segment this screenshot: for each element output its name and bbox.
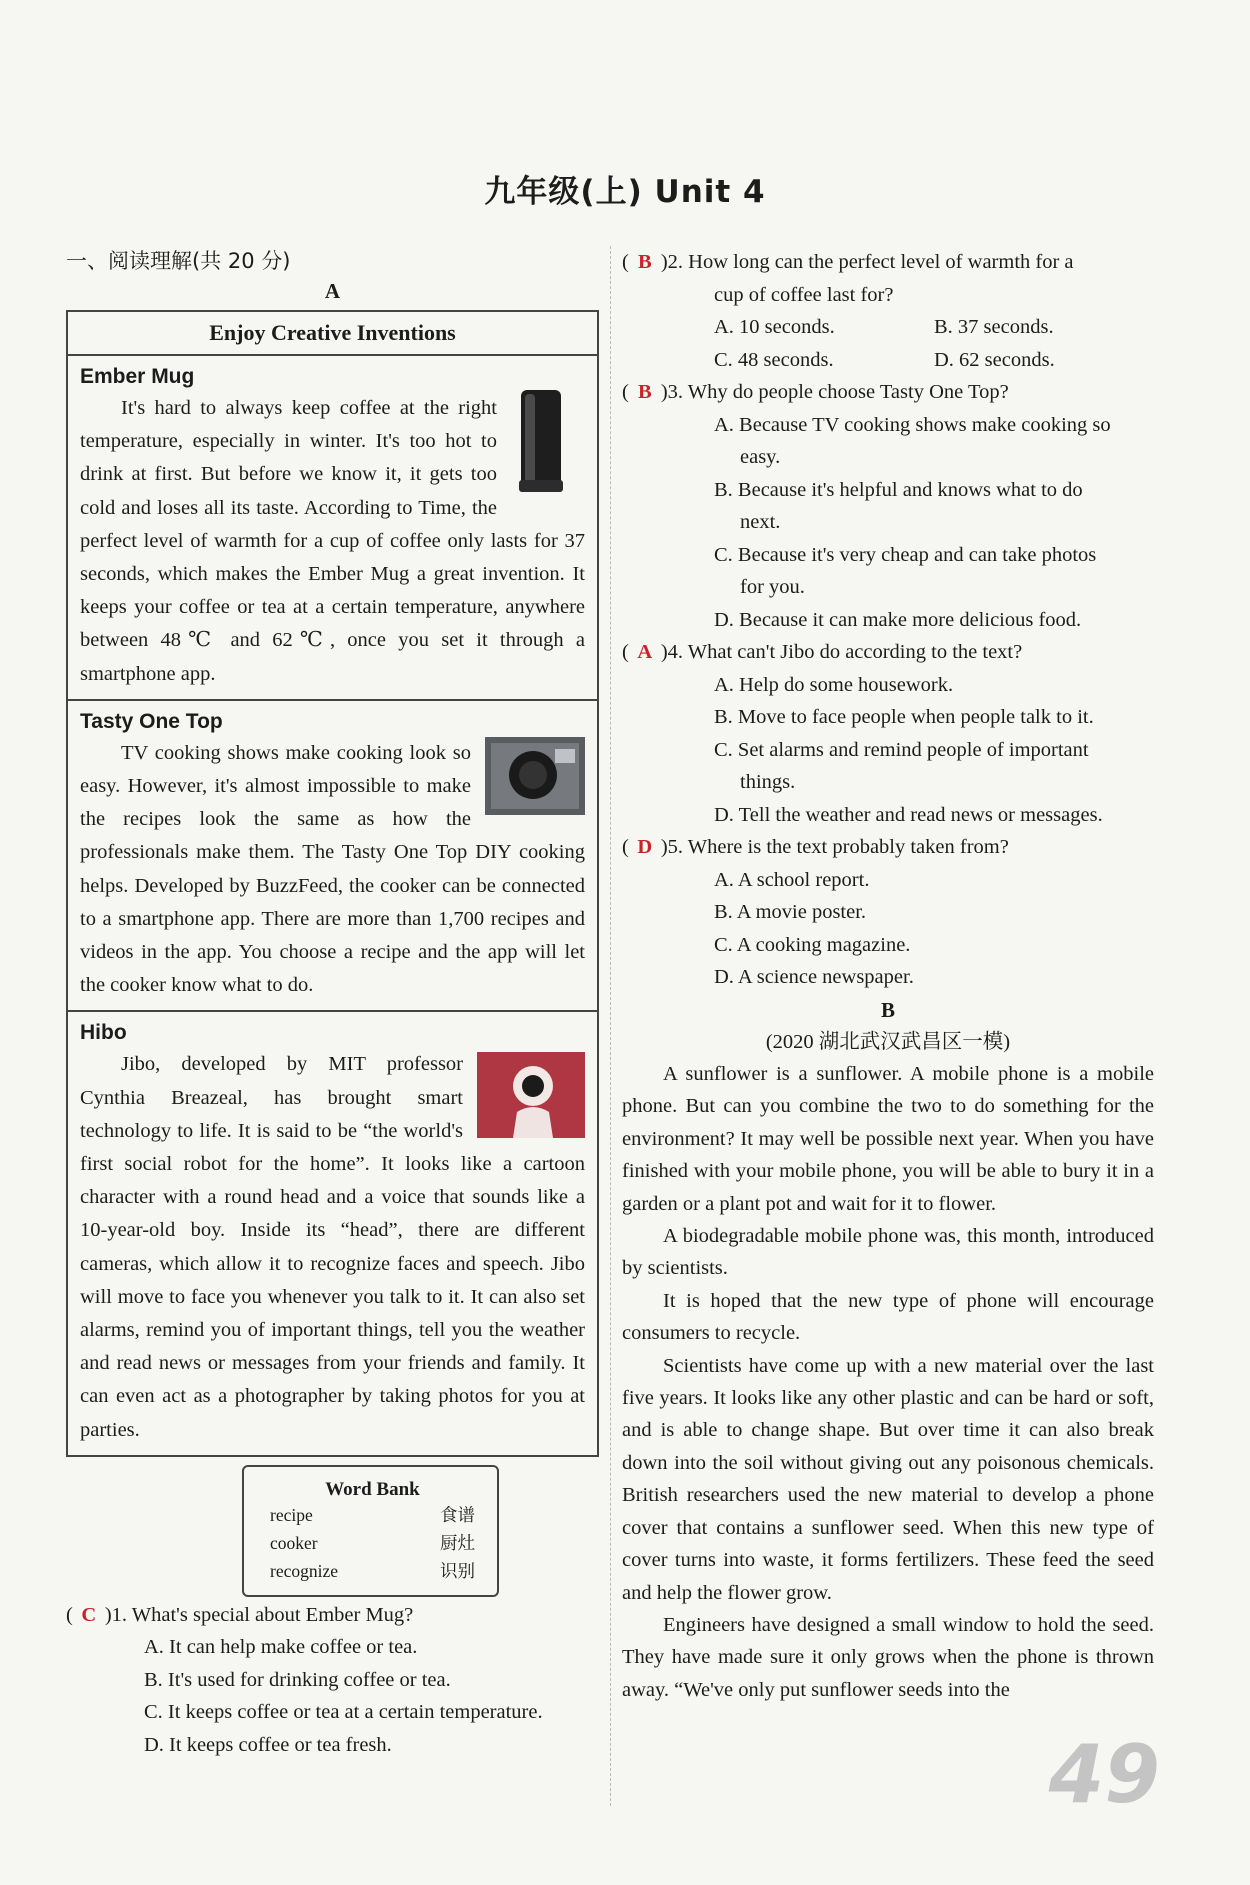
answer-paren: ( A	[622, 636, 661, 669]
option: C. It keeps coffee or tea at a certain temperature.	[144, 1701, 543, 1724]
item-title: Tasty One Top	[80, 709, 223, 733]
item-text: Jibo, developed by MIT professor Cynthia Breazeal, has brought smart technology to life. It is said to be “the world's first social robot for the home”. It looks like a cartoon character with a round head and a voice that sounds like a 10-year-old boy. Inside its “head”, there are different cameras, which allow it to recognize faces and speech. Jibo will move to face you whenever you talk to it. It can also set alarms, remind you of important things, tell you the weather and read news or messages from your friends and family. It can even act as a photographer by taking photos for you at parties.	[80, 1053, 585, 1441]
paragraph: A sunflower is a sunflower. A mobile phone is a mobile phone. But can you combine the two to do something for the environment? It may well be possible next year. When you have finished with your mobile phone, you will be able to bury it in a garden or a plant pot and wait for it to flower.	[622, 1063, 1154, 1215]
answer-paren: ( B	[622, 376, 661, 409]
word-bank-row	[270, 1501, 475, 1529]
right-column	[622, 246, 1154, 1706]
option: B. Move to face people when people talk to it.	[714, 706, 1094, 728]
option: D. It keeps coffee or tea fresh.	[144, 1733, 392, 1756]
answer-value: B	[637, 251, 652, 273]
word-bank-row	[270, 1529, 475, 1557]
answer-paren: ( C	[66, 1599, 105, 1632]
paragraph: A biodegradable mobile phone was, this month, introduced by scientists.	[622, 1225, 1154, 1280]
option: A. It can help make coffee or tea.	[144, 1636, 418, 1659]
option: A. 10 seconds.	[714, 316, 835, 338]
word-en: recipe	[270, 1504, 313, 1525]
answer-value: A	[637, 641, 653, 663]
word-bank-row	[270, 1557, 475, 1585]
word-zh: 食谱	[440, 1504, 475, 1525]
option: D. Tell the weather and read news or messages.	[714, 803, 1103, 826]
inventions-box	[66, 310, 599, 1457]
passage-source: (2020 湖北武汉武昌区一模)	[765, 1030, 1011, 1053]
question-stem: )1. What's special about Ember Mug?	[104, 1603, 414, 1626]
box-title: Enjoy Creative Inventions	[68, 312, 597, 356]
section-title: 一、阅读理解(共 20 分)	[66, 249, 291, 273]
option-cont: easy.	[740, 446, 781, 468]
word-zh: 厨灶	[440, 1532, 475, 1553]
word-bank-title: Word Bank	[325, 1478, 420, 1500]
question-stem: )3. Why do people choose Tasty One Top?	[660, 381, 1009, 403]
paragraph: Scientists have come up with a new material over the last five years. It looks like any other plastic and can be hard or soft, and is able to change shape. But over time it can also break down into the soil without giving out any poisonous chemicals. British researchers used the new material to develop a phone cover that contains a sunflower seed. When this new type of cover turns into waste, it forms fertilizers. These feed the seed and help the flower grow.	[622, 1354, 1154, 1604]
question-stem: )5. Where is the text probably taken from?	[660, 836, 1009, 858]
item-title: Hibo	[80, 1021, 127, 1045]
answer-value: B	[637, 381, 652, 403]
word-bank	[242, 1465, 499, 1597]
option: C. Set alarms and remind people of important	[714, 738, 1089, 761]
option: D. Because it can make more delicious food.	[714, 608, 1082, 631]
item-tasty-one-top	[68, 701, 597, 1013]
option: A. Help do some housework.	[714, 673, 954, 696]
question-3	[622, 376, 1154, 636]
question-4	[622, 636, 1154, 831]
passage-b-label: B	[880, 997, 895, 1022]
word-en: recognize	[270, 1560, 339, 1581]
answer-value: C	[81, 1603, 97, 1626]
left-column	[66, 246, 599, 1761]
paragraph: It is hoped that the new type of phone will encourage consumers to recycle.	[622, 1289, 1154, 1345]
answer-value: D	[637, 836, 653, 858]
option: C. Because it's very cheap and can take photos	[714, 543, 1097, 566]
option-cont: for you.	[740, 576, 805, 598]
option: D. A science newspaper.	[714, 966, 914, 988]
column-divider	[610, 246, 611, 1806]
robot-image	[477, 1052, 585, 1138]
option: D. 62 seconds.	[934, 348, 1055, 371]
item-ember-mug	[68, 356, 597, 701]
answer-paren: ( B	[622, 246, 661, 279]
item-text: TV cooking shows make cooking look so easy. However, it's almost impossible to make the recipes look the same as how the professionals make them. The Tasty One Top DIY cooking helps. Developed by BuzzFeed, the cooker can be connected to a smartphone app. There are more than 1,700 recipes and videos in the app. You choose a recipe and the app will let the cooker know what to do.	[80, 741, 585, 997]
option-row	[622, 344, 1154, 377]
option-cont: next.	[740, 511, 781, 533]
cooker-image	[485, 737, 585, 815]
question-stem-cont: cup of coffee last for?	[714, 283, 894, 306]
item-title: Ember Mug	[80, 365, 195, 388]
question-1	[66, 1599, 599, 1762]
option: C. 48 seconds.	[714, 348, 834, 371]
question-stem: )4. What can't Jibo do according to the text?	[660, 641, 1023, 663]
answer-paren: ( D	[622, 831, 661, 864]
passage-a-label: A	[324, 279, 341, 303]
option: B. Because it's helpful and knows what to do	[714, 478, 1083, 501]
option: B. 37 seconds.	[934, 316, 1054, 338]
question-stem: )2. How long can the perfect level of warmth for a	[660, 251, 1074, 273]
option: A. Because TV cooking shows make cooking so	[714, 413, 1111, 436]
option-row	[622, 311, 1154, 344]
option: B. It's used for drinking coffee or tea.	[144, 1668, 451, 1691]
option-cont: things.	[740, 771, 796, 793]
word-zh: 识别	[440, 1560, 475, 1581]
mug-image	[511, 386, 571, 494]
page-title: 九年级(上) Unit 4	[484, 174, 766, 210]
option: A. A school report.	[714, 868, 870, 891]
page-number: 49	[1048, 1728, 1160, 1821]
item-text: It's hard to always keep coffee at the right temperature, especially in winter. It's too hot to drink at first. But before we know it, it gets too cold and loses all its taste. According to Time, the perfect level of warmth for a cup of coffee only lasts for 37 seconds, which makes the Ember Mug a great invention. It keeps your coffee or tea at a certain temperature, anywhere between 48℃ and 62℃, once you set it through a smartphone app.	[80, 397, 585, 685]
option: B. A movie poster.	[714, 901, 867, 923]
question-5	[622, 831, 1154, 994]
item-hibo	[68, 1012, 597, 1454]
paragraph: Engineers have designed a small window to hold the seed. They have made sure it only grows when the phone is thrown away. “We've only put sunflower seeds into the	[622, 1613, 1154, 1701]
option: C. A cooking magazine.	[714, 933, 911, 956]
question-2	[622, 246, 1154, 376]
word-en: cooker	[270, 1532, 318, 1553]
